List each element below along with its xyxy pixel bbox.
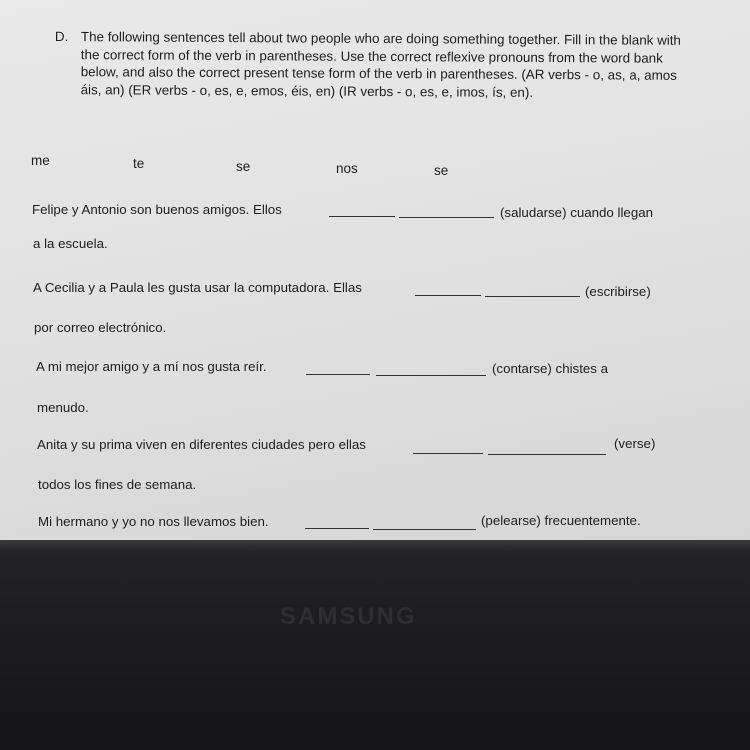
sentence-3-verb-hint: (contarse) chistes a — [492, 361, 609, 376]
sentence-5-pronoun-blank[interactable] — [305, 518, 369, 529]
sentence-2-verb-blank[interactable] — [485, 286, 580, 297]
monitor-brand-logo: SAMSUNG — [280, 603, 417, 630]
exercise-letter: D. — [54, 28, 69, 45]
word-bank-te: te — [133, 156, 145, 171]
sentence-5-verb-hint: (pelearse) frecuentemente. — [481, 513, 641, 528]
sentence-1 — [32, 202, 282, 217]
word-bank-me: me — [31, 153, 50, 168]
sentence-5-start: Mi hermano y yo no nos llevamos bien. — [38, 514, 269, 529]
sentence-5-verb-blank[interactable] — [373, 519, 476, 530]
sentence-2-continuation: por correo electrónico. — [34, 320, 167, 335]
sentence-2-start: A Cecilia y a Paula les gusta usar la computadora. Ellas — [33, 280, 362, 295]
sentence-2-verb-hint: (escribirse) — [585, 284, 651, 299]
sentence-3-verb-blank[interactable] — [376, 365, 486, 376]
monitor-edge — [0, 540, 750, 550]
sentence-1-start: Felipe y Antonio son buenos amigos. Ellos — [32, 202, 282, 217]
sentence-2-pronoun-blank[interactable] — [415, 285, 481, 296]
sentence-1-continuation: a la escuela. — [33, 236, 108, 251]
sentence-1-verb-blank[interactable] — [399, 207, 494, 218]
word-bank-se: se — [236, 159, 251, 174]
instructions-text: The following sentences tell about two people who are doing something together. Fill in the blank with the correct form of the verb in parentheses. Use the correct reflexive pronouns from the word bank below, and also the correct present tense form of the verb in parentheses. (AR verbs - o, as, a, amos áis, an) (ER verbs - o, es, e, emos, éis, en) (IR verbs - o, es, e, imos, ís, en). — [80, 29, 681, 100]
word-bank-nos: nos — [336, 161, 358, 176]
sentence-4-pronoun-blank[interactable] — [413, 443, 483, 454]
sentence-3-pronoun-blank[interactable] — [306, 364, 370, 375]
sentence-1-verb-hint: (saludarse) cuando llegan — [500, 205, 654, 220]
sentence-3-start: A mi mejor amigo y a mí nos gusta reír. — [36, 359, 267, 374]
word-bank-se-2: se — [434, 163, 449, 178]
sentence-3-continuation: menudo. — [37, 400, 89, 415]
sentence-4-continuation: todos los fines de semana. — [38, 477, 197, 492]
sentence-4-verb-hint: (verse) — [614, 436, 656, 451]
sentence-4-start: Anita y su prima viven en diferentes ciudades pero ellas — [37, 437, 366, 452]
sentence-4-verb-blank[interactable] — [488, 444, 606, 455]
exercise-instructions — [55, 28, 685, 102]
monitor-bezel — [0, 540, 750, 750]
sentence-1-pronoun-blank[interactable] — [329, 206, 395, 217]
